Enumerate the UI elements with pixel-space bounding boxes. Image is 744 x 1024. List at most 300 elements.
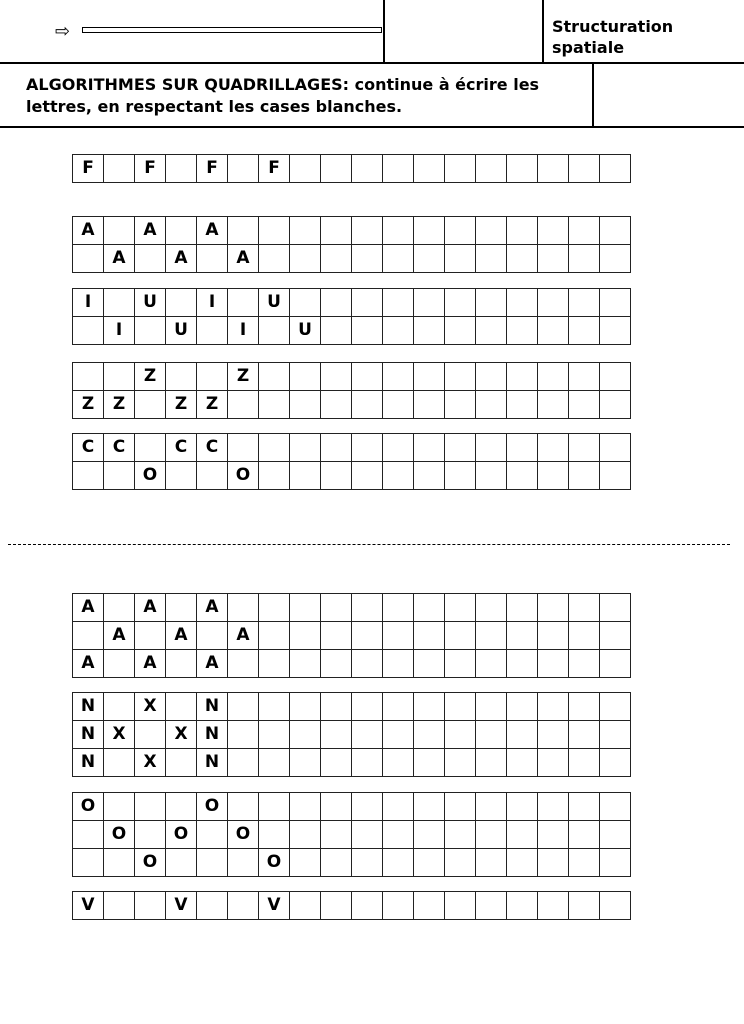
grid-cell[interactable]: [321, 155, 352, 183]
grid-cell[interactable]: [321, 622, 352, 650]
grid-cell[interactable]: [321, 245, 352, 273]
grid-cell[interactable]: [197, 849, 228, 877]
grid-cell[interactable]: [135, 317, 166, 345]
grid-cell[interactable]: [600, 650, 631, 678]
grid-cell[interactable]: [290, 749, 321, 777]
grid-cell[interactable]: [538, 434, 569, 462]
grid-cell[interactable]: [352, 594, 383, 622]
grid-cell[interactable]: [414, 650, 445, 678]
grid-cell[interactable]: [352, 849, 383, 877]
grid-cell[interactable]: [476, 155, 507, 183]
grid-cell: Z: [197, 391, 228, 419]
grid-cell[interactable]: [414, 821, 445, 849]
grid-cell[interactable]: [259, 391, 290, 419]
grid-cell[interactable]: [383, 434, 414, 462]
grid-cell[interactable]: [352, 363, 383, 391]
grid-cell[interactable]: [290, 363, 321, 391]
grid-cell[interactable]: [104, 289, 135, 317]
grid-cell[interactable]: [476, 650, 507, 678]
grid-cell[interactable]: [507, 462, 538, 490]
grid-cell[interactable]: [228, 892, 259, 920]
grid-cell[interactable]: [445, 650, 476, 678]
grid-cell[interactable]: [600, 363, 631, 391]
grid-cell[interactable]: [321, 317, 352, 345]
grid-cell[interactable]: [414, 462, 445, 490]
grid-cell[interactable]: [383, 594, 414, 622]
grid-cell[interactable]: [507, 892, 538, 920]
grid-cell[interactable]: [476, 434, 507, 462]
grid-cell[interactable]: [476, 289, 507, 317]
grid-cell[interactable]: [321, 749, 352, 777]
grid-cell[interactable]: [507, 594, 538, 622]
grid-cell[interactable]: [228, 217, 259, 245]
grid-cell[interactable]: [600, 462, 631, 490]
grid-cell[interactable]: [600, 155, 631, 183]
grid-cell[interactable]: [352, 892, 383, 920]
grid-cell[interactable]: [445, 363, 476, 391]
grid-cell[interactable]: [259, 693, 290, 721]
grid-cell[interactable]: [569, 317, 600, 345]
grid-cell[interactable]: [476, 793, 507, 821]
grid-cell[interactable]: [414, 434, 445, 462]
name-field[interactable]: [82, 27, 382, 33]
grid-cell[interactable]: [166, 462, 197, 490]
grid-cell[interactable]: [476, 245, 507, 273]
grid-cell[interactable]: [476, 363, 507, 391]
grid-cell[interactable]: [228, 155, 259, 183]
grid-cell[interactable]: [383, 693, 414, 721]
grid-cell[interactable]: [228, 434, 259, 462]
grid-cell[interactable]: [538, 721, 569, 749]
grid-cell[interactable]: [228, 594, 259, 622]
grid-cell[interactable]: [290, 721, 321, 749]
grid-cell[interactable]: [104, 693, 135, 721]
grid-cell[interactable]: [383, 749, 414, 777]
grid-cell[interactable]: [352, 391, 383, 419]
grid-cell[interactable]: [290, 793, 321, 821]
grid-cell[interactable]: [352, 245, 383, 273]
grid-cell[interactable]: [476, 594, 507, 622]
grid-cell[interactable]: [569, 217, 600, 245]
grid-cell[interactable]: [166, 650, 197, 678]
grid-cell[interactable]: [476, 849, 507, 877]
grid-cell[interactable]: [383, 155, 414, 183]
grid-cell[interactable]: [290, 892, 321, 920]
grid-cell[interactable]: [73, 462, 104, 490]
grid-cell[interactable]: [383, 289, 414, 317]
grid-cell[interactable]: [73, 622, 104, 650]
grid-cell[interactable]: [538, 245, 569, 273]
grid-cell: O: [259, 849, 290, 877]
grid-cell[interactable]: [321, 462, 352, 490]
grid-cell[interactable]: [259, 245, 290, 273]
grid-cell[interactable]: [73, 363, 104, 391]
grid-cell[interactable]: [197, 892, 228, 920]
grid-cell[interactable]: [414, 245, 445, 273]
grid-cell[interactable]: [569, 793, 600, 821]
grid-cell[interactable]: [228, 749, 259, 777]
instruction-text: [26, 74, 586, 118]
grid-cell[interactable]: [228, 650, 259, 678]
grid-cell[interactable]: [73, 245, 104, 273]
grid-cell[interactable]: [135, 391, 166, 419]
grid-cell[interactable]: [104, 892, 135, 920]
grid-cell[interactable]: [476, 892, 507, 920]
grid-cell[interactable]: [507, 217, 538, 245]
grid-cell[interactable]: [538, 594, 569, 622]
grid-cell[interactable]: [197, 317, 228, 345]
grid-cell[interactable]: [321, 594, 352, 622]
grid-cell[interactable]: [135, 721, 166, 749]
grid-cell[interactable]: [259, 821, 290, 849]
grid-cell[interactable]: [507, 363, 538, 391]
grid-cell[interactable]: [290, 155, 321, 183]
grid-cell[interactable]: [166, 849, 197, 877]
grid-cell[interactable]: [445, 892, 476, 920]
grid-cell[interactable]: [383, 721, 414, 749]
grid-cell[interactable]: [104, 462, 135, 490]
grid-cell[interactable]: [507, 391, 538, 419]
grid-cell[interactable]: [290, 434, 321, 462]
grid-cell[interactable]: [352, 793, 383, 821]
grid-cell[interactable]: [507, 622, 538, 650]
grid-cell[interactable]: [352, 217, 383, 245]
grid-cell[interactable]: [445, 594, 476, 622]
grid-cell[interactable]: [538, 821, 569, 849]
grid-cell[interactable]: [538, 363, 569, 391]
grid-cell[interactable]: [321, 892, 352, 920]
grid-cell[interactable]: [197, 622, 228, 650]
grid-cell[interactable]: [290, 594, 321, 622]
grid-cell[interactable]: [352, 650, 383, 678]
grid-cell[interactable]: [507, 793, 538, 821]
grid-cell[interactable]: [538, 462, 569, 490]
grid-cell[interactable]: [538, 693, 569, 721]
grid-cell[interactable]: [600, 217, 631, 245]
grid-cell[interactable]: [197, 821, 228, 849]
grid-cell[interactable]: [197, 462, 228, 490]
grid-cell[interactable]: [259, 650, 290, 678]
grid-cell[interactable]: [569, 289, 600, 317]
grid-cell[interactable]: [538, 892, 569, 920]
grid-cell[interactable]: [414, 594, 445, 622]
grid-cell[interactable]: [569, 622, 600, 650]
grid-cell[interactable]: [445, 155, 476, 183]
grid-cell: O: [228, 821, 259, 849]
grid-cell[interactable]: [290, 289, 321, 317]
grid-cell[interactable]: [445, 245, 476, 273]
grid-cell[interactable]: [135, 892, 166, 920]
grid-cell[interactable]: [445, 289, 476, 317]
grid-cell[interactable]: [259, 793, 290, 821]
grid-cell: A: [73, 650, 104, 678]
grid-cell[interactable]: [73, 821, 104, 849]
grid-cell[interactable]: [383, 462, 414, 490]
grid-cell[interactable]: [259, 594, 290, 622]
grid-cell[interactable]: [104, 849, 135, 877]
grid-cell[interactable]: [166, 693, 197, 721]
grid-cell[interactable]: [166, 594, 197, 622]
grid-cell[interactable]: [414, 892, 445, 920]
grid-cell[interactable]: [476, 821, 507, 849]
grid-cell[interactable]: [259, 363, 290, 391]
grid-cell[interactable]: [352, 749, 383, 777]
grid-cell[interactable]: [166, 155, 197, 183]
grid-cell[interactable]: [197, 245, 228, 273]
grid-cell: O: [104, 821, 135, 849]
grid-row: [73, 650, 631, 678]
grid-cell[interactable]: [445, 749, 476, 777]
grid-cell[interactable]: [569, 721, 600, 749]
grid-cell: X: [135, 749, 166, 777]
grid-cell[interactable]: [445, 821, 476, 849]
grid-cell[interactable]: [414, 721, 445, 749]
grid-cell[interactable]: [290, 391, 321, 419]
grid-cell[interactable]: [476, 721, 507, 749]
grid-cell[interactable]: [321, 650, 352, 678]
grid-cell[interactable]: [352, 462, 383, 490]
grid-cell[interactable]: [135, 434, 166, 462]
grid-cell[interactable]: [352, 721, 383, 749]
grid-cell[interactable]: [569, 849, 600, 877]
grid-cell[interactable]: [445, 391, 476, 419]
grid-cell[interactable]: [135, 622, 166, 650]
grid-cell[interactable]: [259, 317, 290, 345]
grid-cell[interactable]: [321, 434, 352, 462]
grid-cell[interactable]: [104, 363, 135, 391]
grid-cell[interactable]: [414, 317, 445, 345]
grid-cell[interactable]: [600, 849, 631, 877]
grid-cell[interactable]: [383, 793, 414, 821]
grid-cell[interactable]: [600, 622, 631, 650]
grid-cell[interactable]: [259, 217, 290, 245]
grid-cell[interactable]: [476, 317, 507, 345]
grid-cell[interactable]: [569, 594, 600, 622]
letter-grid: [72, 692, 631, 777]
grid-cell[interactable]: [538, 289, 569, 317]
grid-cell[interactable]: [414, 155, 445, 183]
grid-cell[interactable]: [135, 245, 166, 273]
grid-cell: V: [259, 892, 290, 920]
grid-cell[interactable]: [259, 721, 290, 749]
grid-cell[interactable]: [321, 289, 352, 317]
grid-cell[interactable]: [166, 289, 197, 317]
grid-cell[interactable]: [600, 793, 631, 821]
grid-cell[interactable]: [228, 693, 259, 721]
grid-cell[interactable]: [135, 793, 166, 821]
grid-cell[interactable]: [321, 849, 352, 877]
grid-cell[interactable]: [538, 155, 569, 183]
grid-cell[interactable]: [104, 749, 135, 777]
grid-cell[interactable]: [104, 155, 135, 183]
grid-cell[interactable]: [135, 821, 166, 849]
grid-cell[interactable]: [538, 793, 569, 821]
grid-cell[interactable]: [321, 721, 352, 749]
grid-cell[interactable]: [538, 391, 569, 419]
grid-cell[interactable]: [259, 434, 290, 462]
grid-cell[interactable]: [321, 793, 352, 821]
grid-cell[interactable]: [538, 650, 569, 678]
grid-cell[interactable]: [166, 217, 197, 245]
grid-cell[interactable]: [538, 622, 569, 650]
grid-cell[interactable]: [104, 650, 135, 678]
grid-cell[interactable]: [383, 650, 414, 678]
grid-cell[interactable]: [507, 434, 538, 462]
grid-cell[interactable]: [538, 849, 569, 877]
grid-cell[interactable]: [569, 749, 600, 777]
grid-cell[interactable]: [228, 289, 259, 317]
grid-cell[interactable]: [321, 693, 352, 721]
grid-cell[interactable]: [321, 391, 352, 419]
grid-cell[interactable]: [507, 693, 538, 721]
grid-cell[interactable]: [600, 721, 631, 749]
grid-cell[interactable]: [228, 721, 259, 749]
grid-cell[interactable]: [569, 650, 600, 678]
grid-cell[interactable]: [507, 650, 538, 678]
grid-cell[interactable]: [600, 594, 631, 622]
grid-cell[interactable]: [321, 363, 352, 391]
grid-cell[interactable]: [104, 594, 135, 622]
grid-cell: U: [135, 289, 166, 317]
grid-cell[interactable]: [414, 622, 445, 650]
grid-cell[interactable]: [445, 622, 476, 650]
grid-cell[interactable]: [600, 289, 631, 317]
grid-cell[interactable]: [445, 462, 476, 490]
grid-cell[interactable]: [569, 245, 600, 273]
grid-cell[interactable]: [383, 217, 414, 245]
grid-cell[interactable]: [476, 462, 507, 490]
grid-cell[interactable]: [445, 721, 476, 749]
grid-cell[interactable]: [228, 849, 259, 877]
grid-cell[interactable]: [445, 693, 476, 721]
grid-cell[interactable]: [290, 693, 321, 721]
grid-cell[interactable]: [507, 317, 538, 345]
grid-cell[interactable]: [600, 317, 631, 345]
grid-cell: O: [228, 462, 259, 490]
grid-cell[interactable]: [445, 217, 476, 245]
grid-cell[interactable]: [383, 622, 414, 650]
grid-cell[interactable]: [414, 749, 445, 777]
grid-cell[interactable]: [445, 849, 476, 877]
grid-cell[interactable]: [321, 217, 352, 245]
grid-cell[interactable]: [73, 849, 104, 877]
grid-cell[interactable]: [600, 749, 631, 777]
grid-cell[interactable]: [507, 289, 538, 317]
grid-cell[interactable]: [383, 892, 414, 920]
grid-cell[interactable]: [569, 363, 600, 391]
grid-cell[interactable]: [290, 462, 321, 490]
grid-cell[interactable]: [569, 821, 600, 849]
grid-cell[interactable]: [259, 622, 290, 650]
grid-cell[interactable]: [259, 749, 290, 777]
grid-cell[interactable]: [414, 849, 445, 877]
grid-cell[interactable]: [383, 245, 414, 273]
grid-cell[interactable]: [414, 693, 445, 721]
grid-cell[interactable]: [104, 793, 135, 821]
grid-cell[interactable]: [476, 391, 507, 419]
grid-cell[interactable]: [383, 317, 414, 345]
grid-cell[interactable]: [569, 434, 600, 462]
grid-cell[interactable]: [476, 217, 507, 245]
grid-cell[interactable]: [600, 434, 631, 462]
grid-cell: O: [197, 793, 228, 821]
grid-cell[interactable]: [228, 391, 259, 419]
grid-cell: F: [259, 155, 290, 183]
grid-cell[interactable]: [414, 793, 445, 821]
grid-cell[interactable]: [383, 363, 414, 391]
grid-cell[interactable]: [290, 217, 321, 245]
grid-cell[interactable]: [197, 363, 228, 391]
grid-cell[interactable]: [321, 821, 352, 849]
grid-cell[interactable]: [414, 217, 445, 245]
grid-cell[interactable]: [538, 317, 569, 345]
grid-cell[interactable]: [507, 821, 538, 849]
grid-cell[interactable]: [352, 289, 383, 317]
grid-cell[interactable]: [600, 391, 631, 419]
grid-cell: U: [290, 317, 321, 345]
grid-cell: I: [197, 289, 228, 317]
grid-cell[interactable]: [507, 721, 538, 749]
grid-cell[interactable]: [507, 155, 538, 183]
grid-cell[interactable]: [414, 363, 445, 391]
grid-cell[interactable]: [352, 821, 383, 849]
grid-cell[interactable]: [569, 693, 600, 721]
grid-cell[interactable]: [445, 434, 476, 462]
grid-cell[interactable]: [569, 462, 600, 490]
grid-cell[interactable]: [228, 793, 259, 821]
grid-cell[interactable]: [507, 849, 538, 877]
grid-cell[interactable]: [600, 693, 631, 721]
grid-cell[interactable]: [600, 245, 631, 273]
grid-cell[interactable]: [538, 749, 569, 777]
grid-cell[interactable]: [445, 793, 476, 821]
grid-cell[interactable]: [414, 289, 445, 317]
grid-cell[interactable]: [352, 434, 383, 462]
grid-cell[interactable]: [445, 317, 476, 345]
grid-cell[interactable]: [290, 821, 321, 849]
grid-cell[interactable]: [569, 391, 600, 419]
grid-cell[interactable]: [290, 849, 321, 877]
grid-cell[interactable]: [600, 892, 631, 920]
grid-cell[interactable]: [352, 155, 383, 183]
grid-cell[interactable]: [414, 391, 445, 419]
grid-cell[interactable]: [569, 892, 600, 920]
grid-cell[interactable]: [352, 317, 383, 345]
grid-cell[interactable]: [73, 317, 104, 345]
grid-cell[interactable]: [507, 245, 538, 273]
grid-cell[interactable]: [476, 749, 507, 777]
grid-cell[interactable]: [166, 793, 197, 821]
grid-cell[interactable]: [352, 622, 383, 650]
grid-cell[interactable]: [166, 749, 197, 777]
grid-cell[interactable]: [104, 217, 135, 245]
grid-cell[interactable]: [290, 245, 321, 273]
grid-cell[interactable]: [600, 821, 631, 849]
grid-cell[interactable]: [383, 849, 414, 877]
grid-cell[interactable]: [290, 622, 321, 650]
grid-cell[interactable]: [569, 155, 600, 183]
grid-cell[interactable]: [166, 363, 197, 391]
grid-cell[interactable]: [476, 693, 507, 721]
grid-cell[interactable]: [538, 217, 569, 245]
grid-cell[interactable]: [507, 749, 538, 777]
grid-cell[interactable]: [383, 391, 414, 419]
grid-cell[interactable]: [476, 622, 507, 650]
grid-cell[interactable]: [383, 821, 414, 849]
grid-cell[interactable]: [259, 462, 290, 490]
grid-cell[interactable]: [352, 693, 383, 721]
grid-cell[interactable]: [290, 650, 321, 678]
